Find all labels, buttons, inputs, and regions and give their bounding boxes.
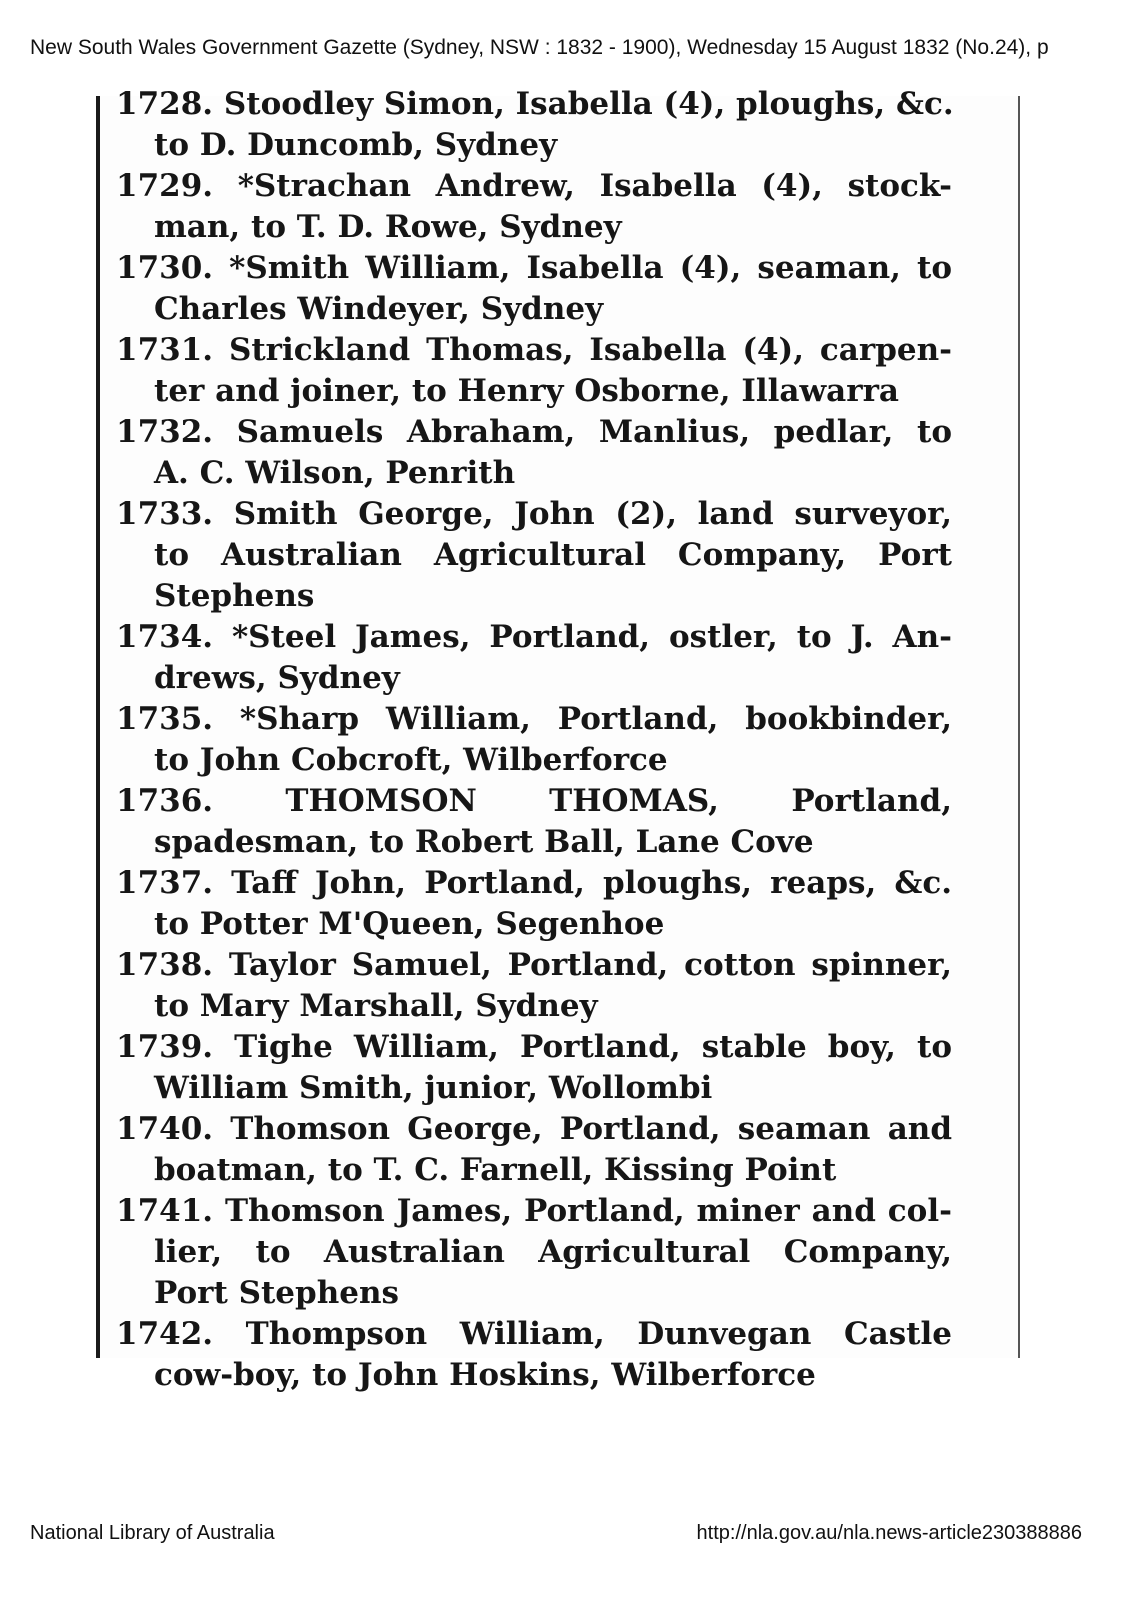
entry-line: lier, to Australian Agricultural Company,: [154, 1234, 952, 1270]
entry-line: Charles Windeyer, Sydney: [154, 291, 604, 327]
entry: [116, 699, 952, 781]
entry-line: A. C. Wilson, Penrith: [154, 455, 516, 491]
entry-line: cow-boy, to John Hoskins, Wilberforce: [154, 1357, 816, 1393]
entry-line: 1729. *Strachan Andrew, Isabella (4), stock-: [116, 168, 952, 204]
entry-line: 1731. Strickland Thomas, Isabella (4), carpen-: [116, 332, 952, 368]
entry: [116, 412, 952, 494]
entry-line: 1741. Thomson James, Portland, miner and col-: [116, 1193, 952, 1229]
entry: [116, 1027, 952, 1109]
entry-line: man, to T. D. Rowe, Sydney: [154, 209, 622, 245]
entry: [116, 84, 952, 166]
source-footer: National Library of Australia: [30, 1522, 275, 1544]
entry-line: Port Stephens: [154, 1275, 399, 1311]
entry: [116, 1191, 952, 1314]
entry-line: 1738. Taylor Samuel, Portland, cotton spinner,: [116, 947, 952, 983]
entry-line: 1732. Samuels Abraham, Manlius, pedlar, to: [116, 414, 952, 450]
entry: [116, 494, 952, 617]
entry-line: to Mary Marshall, Sydney: [154, 988, 598, 1024]
entry: [116, 1314, 952, 1396]
entry-line: 1733. Smith George, John (2), land surveyor,: [116, 496, 952, 532]
entry-line: Stephens: [154, 578, 315, 614]
citation-header: New South Wales Government Gazette (Sydney, NSW : 1832 - 1900), Wednesday 15 August 1832 (No.24), p: [30, 36, 1049, 59]
entry-line: spadesman, to Robert Ball, Lane Cove: [154, 824, 814, 860]
entry-line: 1740. Thomson George, Portland, seaman and: [116, 1111, 952, 1147]
entry-line: 1730. *Smith William, Isabella (4), seaman, to: [116, 250, 952, 286]
entry-line: William Smith, junior, Wollombi: [154, 1070, 713, 1106]
entry-line: to John Cobcroft, Wilberforce: [154, 742, 668, 778]
entry: [116, 248, 952, 330]
entry-list: [116, 84, 952, 1396]
article-clipping: [96, 86, 1020, 1393]
entry: [116, 863, 952, 945]
entry-line: 1739. Tighe William, Portland, stable boy, to: [116, 1029, 952, 1065]
entry: [116, 781, 952, 863]
entry: [116, 166, 952, 248]
entry-line: 1737. Taff John, Portland, ploughs, reaps, &c.: [116, 865, 952, 901]
entry-line: 1742. Thompson William, Dunvegan Castle: [116, 1316, 952, 1352]
entry-line: 1734. *Steel James, Portland, ostler, to J. An-: [116, 619, 952, 655]
article-url[interactable]: http://nla.gov.au/nla.news-article230388886: [696, 1522, 1082, 1544]
entry-line: ter and joiner, to Henry Osborne, Illawarra: [154, 373, 899, 409]
entry: [116, 617, 952, 699]
entry-line: 1736. THOMSON THOMAS, Portland,: [116, 783, 952, 819]
entry-line: to Australian Agricultural Company, Port: [154, 537, 952, 573]
entry: [116, 945, 952, 1027]
entry-line: to Potter M'Queen, Segenhoe: [154, 906, 665, 942]
entry-line: boatman, to T. C. Farnell, Kissing Point: [154, 1152, 837, 1188]
entry: [116, 1109, 952, 1191]
entry-line: 1728. Stoodley Simon, Isabella (4), ploughs, &c.: [116, 86, 954, 122]
entry-line: to D. Duncomb, Sydney: [154, 127, 558, 163]
entry-line: drews, Sydney: [154, 660, 400, 696]
entry: [116, 330, 952, 412]
entry-line: 1735. *Sharp William, Portland, bookbinder,: [116, 701, 952, 737]
